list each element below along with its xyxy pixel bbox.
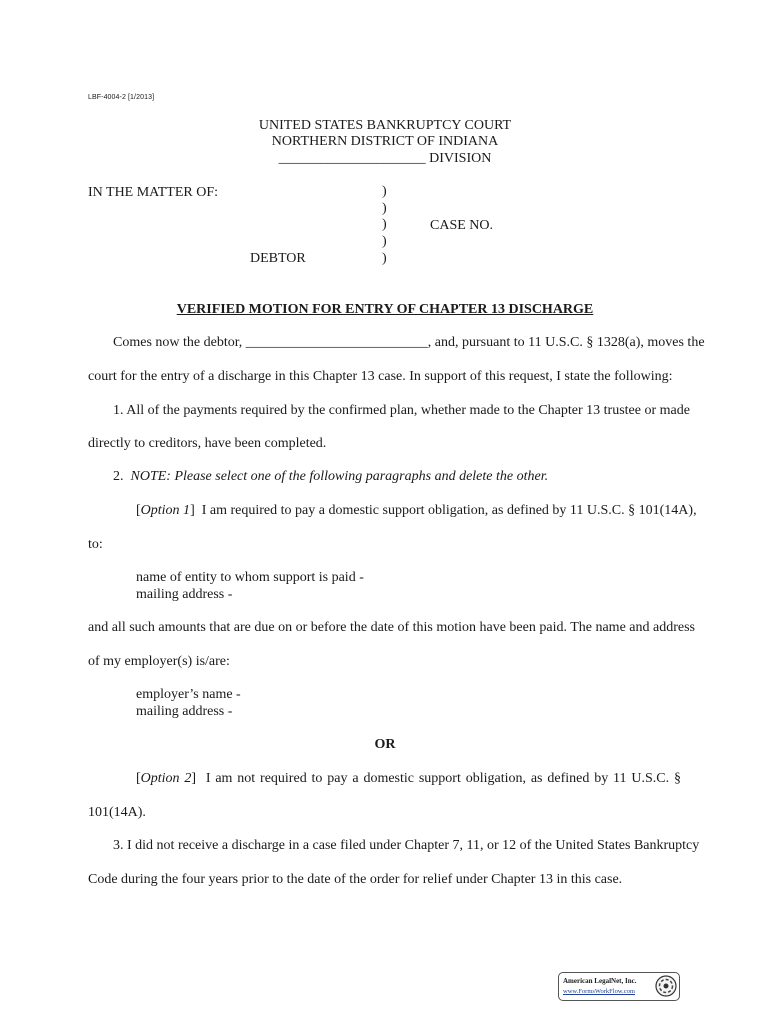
case-number-label: CASE NO. bbox=[430, 218, 494, 233]
or-separator: OR bbox=[374, 737, 396, 752]
publisher-name: American LegalNet, Inc. bbox=[563, 977, 637, 985]
caption-paren: ) bbox=[382, 217, 387, 233]
court-name: UNITED STATES BANKRUPTCY COURT bbox=[258, 118, 512, 133]
employer-mailing-field: mailing address - bbox=[136, 704, 233, 719]
option1-after-line-2: of my employer(s) is/are: bbox=[88, 654, 230, 669]
option2-line: [Option 2] I am not required to pay a domestic support obligation, as defined by 11 U.S.C. § bbox=[136, 771, 681, 786]
para3-line-2: Code during the four years prior to the date of the order for relief under Chapter 13 in this case. bbox=[88, 872, 623, 887]
document-title: VERIFIED MOTION FOR ENTRY OF CHAPTER 13 DISCHARGE bbox=[176, 302, 594, 317]
court-district: NORTHERN DISTRICT OF INDIANA bbox=[271, 134, 499, 149]
option1-line: [Option 1] I am required to pay a domestic support obligation, as defined by 11 U.S.C. § 101(14A), bbox=[136, 503, 697, 518]
support-mailing-field: mailing address - bbox=[136, 587, 233, 602]
matter-label: IN THE MATTER OF: bbox=[88, 185, 219, 200]
option1-to: to: bbox=[88, 537, 103, 552]
debtor-label: DEBTOR bbox=[250, 251, 306, 266]
option2-line-2: 101(14A). bbox=[88, 805, 146, 820]
intro-line-2: court for the entry of a discharge in this Chapter 13 case. In support of this request, I state the following: bbox=[88, 369, 673, 384]
form-code: LBF-4004-2 [1/2013] bbox=[88, 94, 155, 101]
employer-name-field: employer’s name - bbox=[136, 687, 241, 702]
publisher-logo-icon bbox=[655, 975, 677, 997]
court-division: _____________________ DIVISION bbox=[278, 151, 492, 166]
option1-label: Option 1 bbox=[140, 503, 191, 518]
intro-line-1: Comes now the debtor, __________________________, and, pursuant to 11 U.S.C. § 1328(a), moves the bbox=[113, 335, 705, 350]
para3-line-1: 3. I did not receive a discharge in a case filed under Chapter 7, 11, or 12 of the United States Bankruptcy bbox=[113, 838, 700, 853]
caption-paren: ) bbox=[382, 200, 387, 216]
note-text: NOTE: Please select one of the following paragraphs and delete the other. bbox=[130, 469, 549, 484]
publisher-footer bbox=[558, 972, 680, 1001]
para2-number: 2. bbox=[113, 469, 124, 484]
para2-note bbox=[113, 469, 548, 485]
para1-line-2: directly to creditors, have been completed. bbox=[88, 436, 327, 451]
option2-label: Option 2 bbox=[140, 771, 192, 786]
option1-after-line-1: and all such amounts that are due on or before the date of this motion have been paid. The name and address bbox=[88, 620, 695, 635]
option1-text: I am required to pay a domestic support obligation, as defined by 11 U.S.C. § 101(14A), bbox=[201, 503, 697, 518]
caption-parentheses bbox=[382, 184, 387, 267]
caption-paren: ) bbox=[382, 184, 387, 199]
support-entity-field: name of entity to whom support is paid - bbox=[136, 570, 364, 585]
caption-paren: ) bbox=[382, 234, 387, 250]
option2-text: I am not required to pay a domestic support obligation, as defined by 11 U.S.C. § bbox=[205, 771, 681, 786]
caption-paren: ) bbox=[382, 250, 387, 266]
publisher-link[interactable]: www.FormsWorkFlow.com bbox=[563, 988, 635, 995]
para1-line-1: 1. All of the payments required by the confirmed plan, whether made to the Chapter 13 trustee or made bbox=[113, 403, 690, 418]
